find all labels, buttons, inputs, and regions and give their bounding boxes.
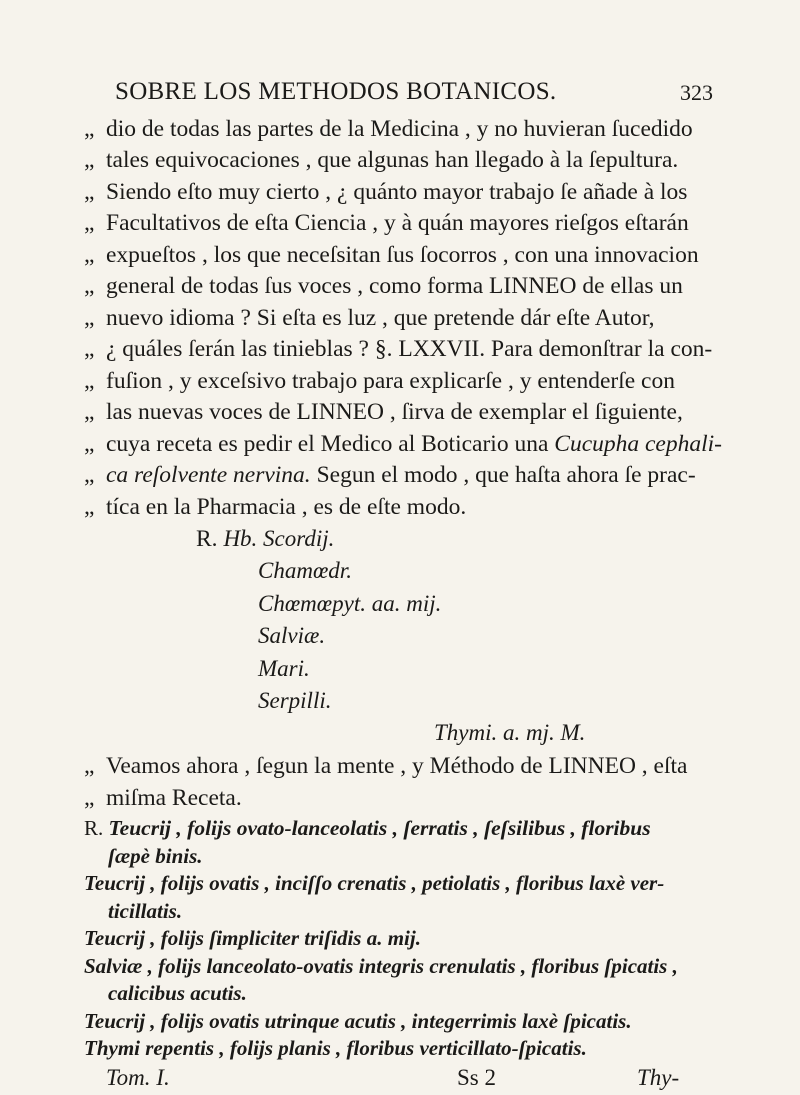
text-line: „ general de todas ſus voces , como forma LINNEO de ellas un	[84, 273, 683, 299]
latin-recipe-line: Teucrij , folijs ovatis utrinque acutis , integerrimis laxè ſpicatis.	[84, 1008, 632, 1033]
latin-recipe-line: Teucrij , folijs ſimpliciter triſidis a. mij.	[84, 926, 421, 950]
recipe-line: Mari.	[258, 656, 310, 681]
text-line: „ ca reſolvente nervina. Segun el modo , que haſta ahora ſe prac-	[84, 462, 696, 488]
text-line: „ tíca en la Pharmacia , es de eſte modo.	[84, 494, 467, 520]
latin-recipe-line: Teucrij , folijs ovatis , inciſſo crenatis , petiolatis , floribus laxè ver-	[84, 871, 665, 895]
text-line: „ expueſtos , los que neceſsitan ſus ſocorros , con una innovacion	[84, 242, 699, 268]
latin-recipe-line: Salviæ , folijs lanceolato-ovatis integris crenulatis , floribus ſpicatis ,	[84, 953, 678, 978]
latin-recipe-line: ticillatis.	[108, 898, 183, 923]
catchword: Thy-	[637, 1064, 680, 1090]
recipe-symbol: R.	[84, 816, 104, 840]
text-line: „ fuſion , y exceſsivo trabajo para explicarſe , y entenderſe con	[84, 368, 675, 394]
recipe-line: Serpilli.	[258, 688, 332, 713]
quire-mark: Ss 2	[457, 1064, 496, 1090]
latin-recipe-line: ſæpè binis.	[108, 843, 203, 868]
running-title: SOBRE LOS METHODOS BOTANICOS.	[115, 78, 557, 105]
text-line: „ las nuevas voces de LINNEO , ſirva de exemplar el ſiguiente,	[84, 399, 683, 425]
text-line: „ nuevo idioma ? Si eſta es luz , que pretende dár eſte Autor,	[84, 305, 655, 331]
text-line: „ Siendo eſto muy cierto , ¿ quánto mayor trabajo ſe añade à los	[84, 179, 688, 205]
recipe-line: Chœmœpyt. aa. mij.	[258, 591, 442, 616]
recipe-name: Cucupha cephali-	[554, 431, 722, 457]
latin-recipe-line: Thymi repentis , folijs planis , floribus verticillato-ſpicatis.	[84, 1036, 587, 1060]
page-footer	[0, 1065, 800, 1095]
page-number: 323	[680, 80, 713, 105]
recipe-symbol: R.	[196, 526, 218, 552]
text-line: „ cuya receta es pedir el Medico al Boticario una Cucupha cephali-	[84, 431, 722, 457]
latin-recipe-line: R. Teucrij , folijs ovato-lanceolatis , ſerratis , ſeſsilibus , floribus	[84, 816, 651, 840]
recipe-line: R. Hb. Scordij.	[196, 526, 335, 552]
page-header	[0, 78, 800, 108]
text-line: „ ¿ quáles ſerán las tinieblas ? §. LXXVII. Para demonſtrar la con-	[84, 336, 713, 362]
text-line: „ dio de todas las partes de la Medicina , y no huvieran ſucedido	[84, 116, 693, 142]
recipe-line: Chamœdr.	[258, 558, 352, 583]
signature-mark: Tom. I.	[106, 1064, 170, 1090]
text-line: „ Veamos ahora , ſegun la mente , y Méthodo de LINNEO , eſta	[84, 753, 688, 779]
text-line: „ miſma Receta.	[84, 785, 242, 811]
text-line: „ Facultativos de eſta Ciencia , y à quán mayores rieſgos eſtarán	[84, 210, 689, 236]
recipe-line: Salviæ.	[258, 623, 326, 648]
latin-recipe-line: calicibus acutis.	[108, 981, 247, 1005]
recipe-line: Thymi. a. mj. M.	[434, 720, 586, 745]
text-line: „ tales equivocaciones , que algunas han llegado à la ſepultura.	[84, 147, 679, 173]
